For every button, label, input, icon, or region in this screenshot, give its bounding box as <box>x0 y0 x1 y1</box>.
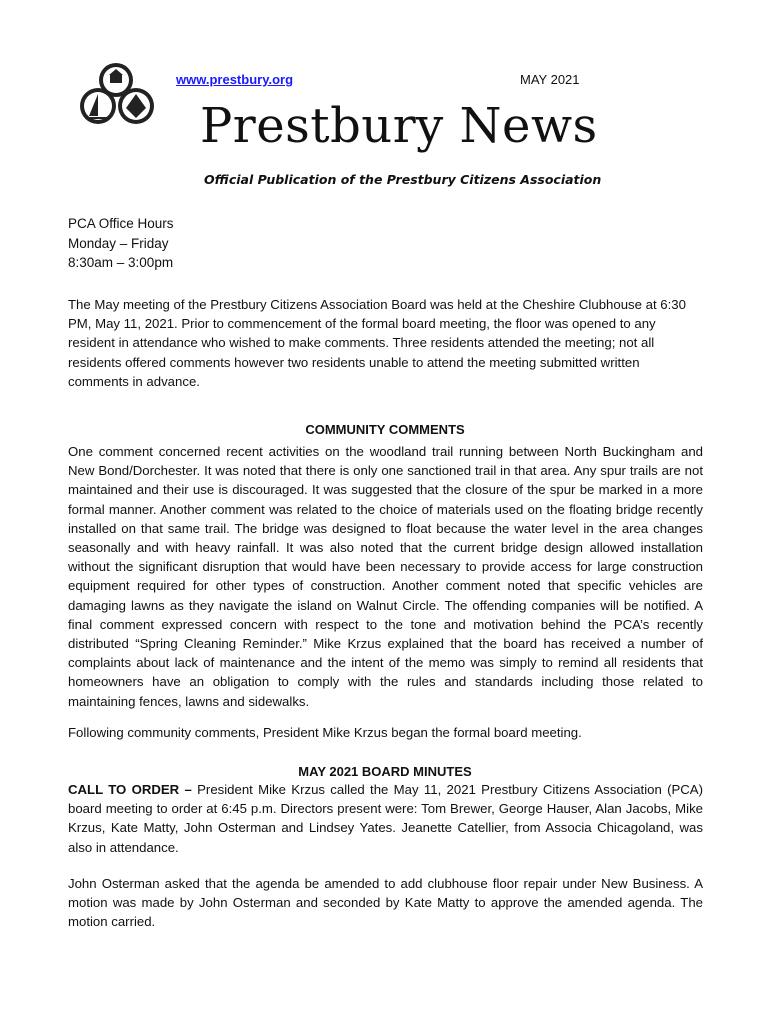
call-to-order-lead: CALL TO ORDER – <box>68 782 192 797</box>
office-hours-days: Monday – Friday <box>68 235 169 251</box>
website-link[interactable]: www.prestbury.org <box>176 72 294 87</box>
following-paragraph: Following community comments, President Mike Krzus began the formal board meeting. <box>68 725 582 740</box>
prestbury-logo <box>76 62 158 134</box>
office-hours-time: 8:30am – 3:00pm <box>68 255 174 270</box>
call-to-order-paragraph <box>68 780 703 857</box>
office-hours <box>68 214 174 273</box>
call-to-order-body: President Mike Krzus called the May 11, 2021 Prestbury Citizens Association (PCA) board meeting to order at 6:45 p.m. Directors present were: Tom Brewer, George Hauser, Alan Jacobs, Mike Krzus, Kate Matty, John Osterman and Lindsey Yates. Jeanette Catellier, from Associa Chicagoland, was also in attendance. <box>68 782 703 855</box>
agenda-paragraph: John Osterman asked that the agenda be amended to add clubhouse floor repair under New Business. A motion was made by John Osterman and seconded by Kate Matty to approve the amended agenda. The motion carried. <box>68 876 703 930</box>
issue-date: MAY 2021 <box>520 72 580 87</box>
office-hours-label: PCA Office Hours <box>68 216 174 231</box>
community-comments-heading: COMMUNITY COMMENTS <box>305 422 465 437</box>
community-comments-body: One comment concerned recent activities on the woodland trail running between North Buckingham and New Bond/Dorchester. It was noted that there is only one sanctioned trail in that area. Any spur trails are not maintained and their use is discouraged. It was suggested that the closure of the spur be marked in a more formal manner. Another comment was related to the choice of materials used on the floating bridge recently installed on that same trail. The bridge was designed to float because the water level in the area changes seasonally and with heavy rainfall. It was also noted that the current bridge design allowed installation without the significant disruption that would have been necessary to provide access for large construction equipment required for other types of construction. Another comment noted that specific vehicles are damaging lawns as they navigate the island on Walnut Circle. The offending companies will be notified. A final comment expressed concern with respect to the tone and motivation behind the PCA’s recently distributed “Spring Cleaning Reminder.” Mike Krzus explained that the board has received a number of complaints about lack of maintenance and the intent of the memo was simply to remind all residents that homeowners have an obligation to comply with the rules and standards including those related to maintaining fences, lawns and sidewalks. <box>68 444 703 709</box>
board-minutes-heading: MAY 2021 BOARD MINUTES <box>298 764 472 779</box>
newsletter-title: Prestbury News <box>200 98 598 154</box>
intro-paragraph: The May meeting of the Prestbury Citizens Association Board was held at the Cheshire Clubhouse at 6:30 PM, May 11, 2021. Prior to commencement of the formal board meeting, the floor was opened to any resident in attendance who wished to make comments. Three residents attended the meeting; not all residents offered comments however two residents unable to attend the meeting submitted written comments in advance. <box>68 297 686 389</box>
newsletter-subtitle: Official Publication of the Prestbury Citizens Association <box>204 172 602 187</box>
